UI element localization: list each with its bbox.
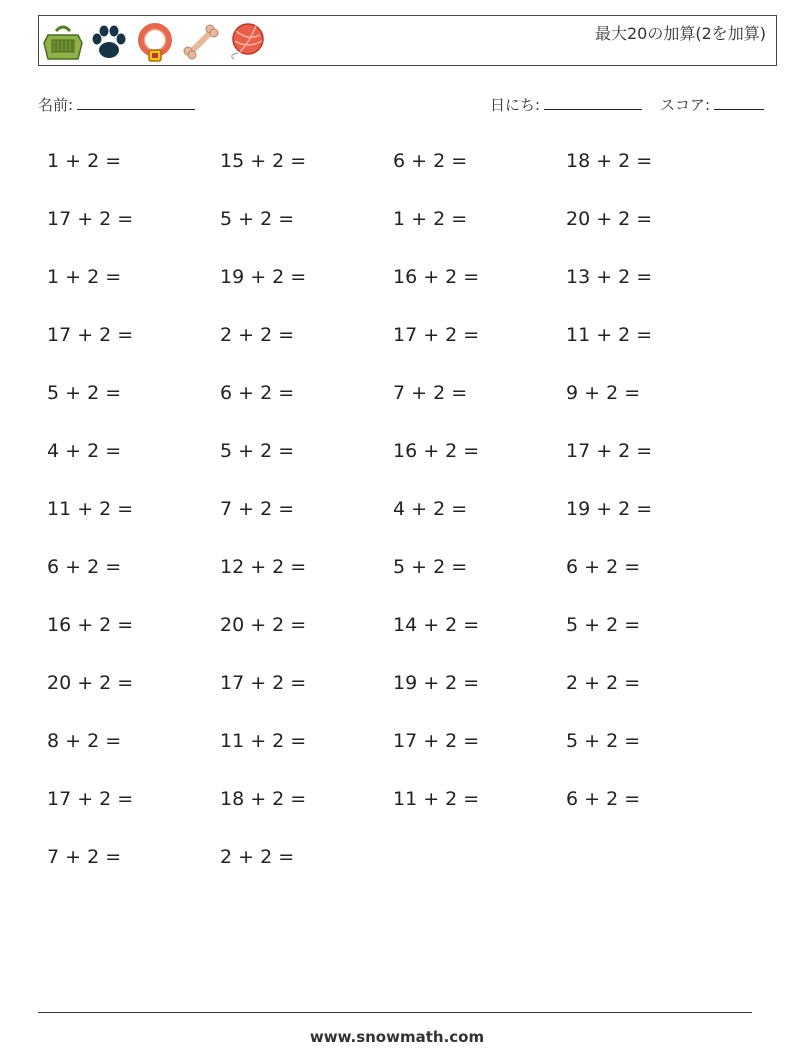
- problem-item: 6 + 2 =: [393, 150, 468, 172]
- date-label: 日にち:: [490, 96, 541, 114]
- score-blank[interactable]: [714, 95, 764, 110]
- problem-item: 18 + 2 =: [566, 150, 653, 172]
- footer-divider: [38, 1012, 752, 1013]
- problem-item: 20 + 2 =: [220, 614, 307, 636]
- name-field: [38, 94, 195, 115]
- problem-item: 17 + 2 =: [47, 208, 134, 230]
- problem-item: 11 + 2 =: [393, 788, 480, 810]
- problem-item: 5 + 2 =: [220, 440, 295, 462]
- problem-item: 19 + 2 =: [566, 498, 653, 520]
- yarn-ball-icon: [226, 21, 268, 63]
- problem-item: 12 + 2 =: [220, 556, 307, 578]
- bone-icon: [180, 21, 222, 63]
- pet-carrier-icon: [42, 21, 84, 63]
- problem-item: 11 + 2 =: [47, 498, 134, 520]
- problem-item: 5 + 2 =: [393, 556, 468, 578]
- worksheet-title: 最大20の加算(2を加算): [594, 24, 766, 43]
- problem-item: 17 + 2 =: [47, 788, 134, 810]
- name-label: 名前:: [38, 96, 74, 114]
- problem-item: 13 + 2 =: [566, 266, 653, 288]
- problem-item: 16 + 2 =: [393, 440, 480, 462]
- problem-item: 11 + 2 =: [566, 324, 653, 346]
- problem-item: 5 + 2 =: [566, 730, 641, 752]
- problem-item: 17 + 2 =: [566, 440, 653, 462]
- problem-item: 7 + 2 =: [47, 846, 122, 868]
- problem-item: 4 + 2 =: [47, 440, 122, 462]
- problem-item: 2 + 2 =: [220, 846, 295, 868]
- problem-item: 4 + 2 =: [393, 498, 468, 520]
- problem-item: 6 + 2 =: [47, 556, 122, 578]
- header-icons: [42, 21, 268, 63]
- paw-print-icon: [88, 21, 130, 63]
- problem-item: 7 + 2 =: [393, 382, 468, 404]
- problem-item: 8 + 2 =: [47, 730, 122, 752]
- problem-item: 5 + 2 =: [220, 208, 295, 230]
- problem-item: 9 + 2 =: [566, 382, 641, 404]
- problem-grid: [47, 143, 739, 897]
- problem-item: 19 + 2 =: [220, 266, 307, 288]
- date-field: [490, 94, 642, 115]
- problem-item: 1 + 2 =: [47, 150, 122, 172]
- problem-item: 6 + 2 =: [566, 556, 641, 578]
- problem-item: 18 + 2 =: [220, 788, 307, 810]
- problem-item: 19 + 2 =: [393, 672, 480, 694]
- problem-item: 14 + 2 =: [393, 614, 480, 636]
- problem-item: 2 + 2 =: [220, 324, 295, 346]
- problem-item: 6 + 2 =: [220, 382, 295, 404]
- problem-item: 17 + 2 =: [393, 730, 480, 752]
- date-blank[interactable]: [544, 95, 642, 110]
- score-field: [660, 94, 764, 115]
- problem-item: 11 + 2 =: [220, 730, 307, 752]
- problem-item: 7 + 2 =: [220, 498, 295, 520]
- problem-item: 16 + 2 =: [47, 614, 134, 636]
- footer-url: www.snowmath.com: [309, 1028, 485, 1046]
- problem-item: 17 + 2 =: [220, 672, 307, 694]
- problem-item: 17 + 2 =: [47, 324, 134, 346]
- problem-item: 16 + 2 =: [393, 266, 480, 288]
- problem-item: 2 + 2 =: [566, 672, 641, 694]
- header-box: [38, 15, 777, 66]
- problem-item: 1 + 2 =: [47, 266, 122, 288]
- score-label: スコア:: [660, 96, 711, 114]
- problem-item: 1 + 2 =: [393, 208, 468, 230]
- problem-item: 15 + 2 =: [220, 150, 307, 172]
- problem-item: 6 + 2 =: [566, 788, 641, 810]
- problem-item: 5 + 2 =: [47, 382, 122, 404]
- pet-collar-icon: [134, 21, 176, 63]
- problem-item: 17 + 2 =: [393, 324, 480, 346]
- problem-item: 5 + 2 =: [566, 614, 641, 636]
- name-blank[interactable]: [77, 95, 195, 110]
- problem-item: 20 + 2 =: [47, 672, 134, 694]
- problem-item: 20 + 2 =: [566, 208, 653, 230]
